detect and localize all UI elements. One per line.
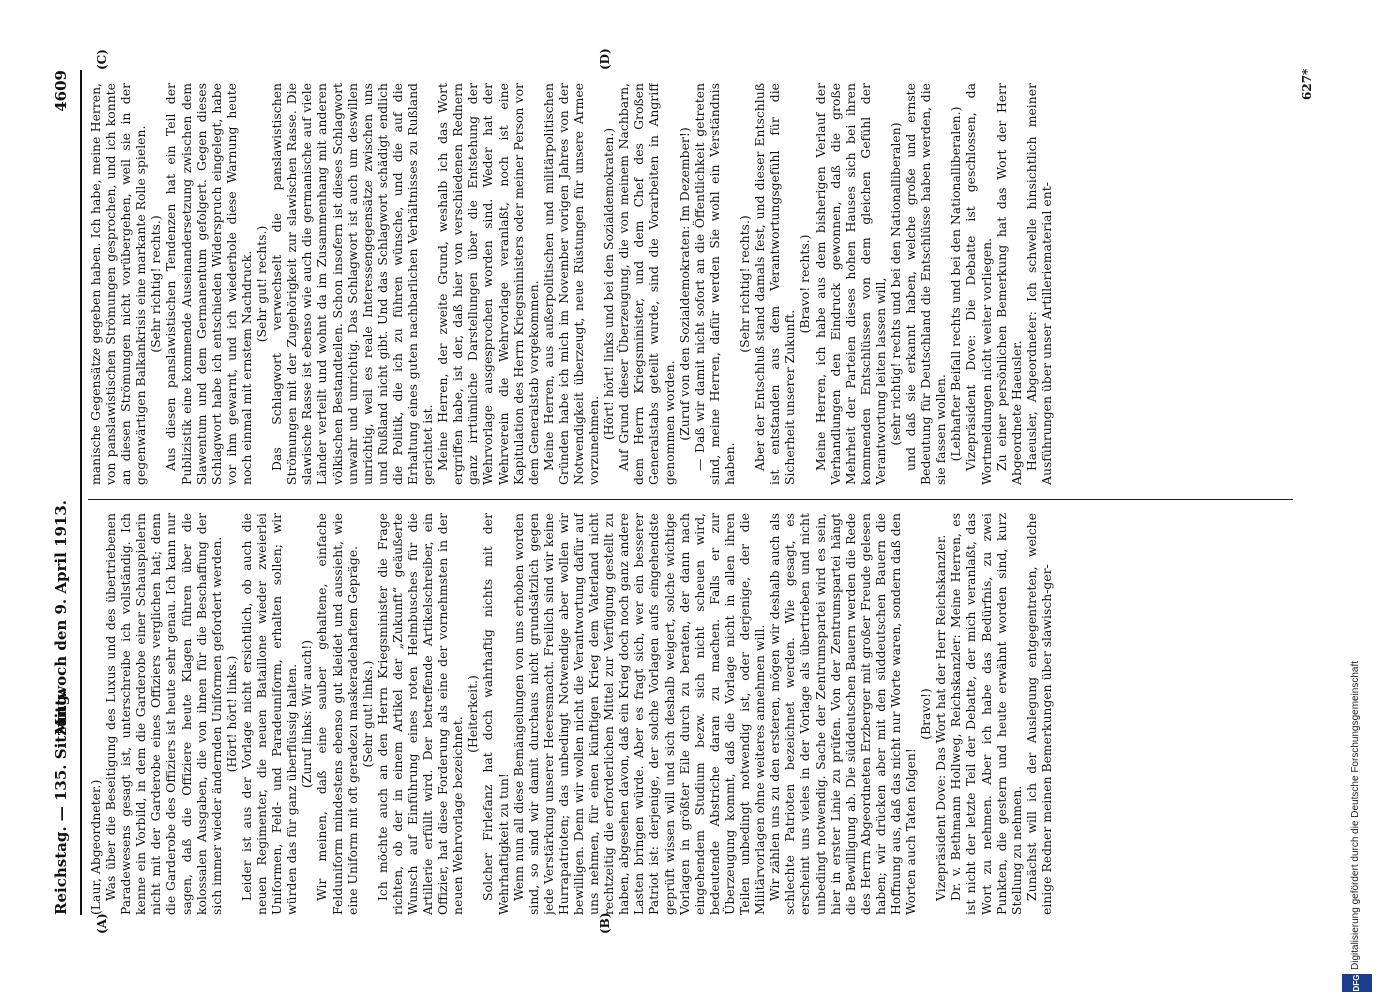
- paragraph: Zunächst will ich der Auslegung entgegentreten, welche einige Redner meinen Bemerkungen über slawisch-ger-: [1023, 513, 1054, 915]
- header-left: Reichstag. — 135. Sitzung.: [52, 689, 70, 915]
- paragraph: und daß sie erkannt haben, welche große und ernste Bedeutung für Deutschland die Entschlüsse haben werden, die sie fassen wollen.: [903, 83, 949, 485]
- header-center: Mittwoch den 9. April 1913.: [52, 500, 70, 735]
- interjection: (Sehr richtig! rechts.): [737, 215, 753, 353]
- interjection: (Sehr gut! rechts.): [254, 225, 270, 343]
- paragraph: Meine Herren, ich habe aus dem bisherigen Verlauf der Verhandlungen den Eindruck gewonnen, daß die große Mehrheit der Parteien dieses hohen Hauses sich bei ihren kommenden Entschlüssen von dem gleichen Gefühl der Verantwortung leiten lassen will,: [812, 83, 888, 485]
- speaker-note: (Laur, Abgeordneter.): [88, 779, 103, 915]
- margin-marker-c: (C): [95, 49, 109, 70]
- paragraph: Haeusler, Abgeordneter: Ich schwelle hinsichtlich meiner Ausführungen über unser Artilleriematerial ent-: [1023, 83, 1054, 485]
- margin-marker-d: (D): [598, 48, 612, 70]
- paragraph: Vizepräsident Dove: Die Debatte ist geschlossen, da Wortmeldungen nicht weiter vorliegen.: [963, 83, 994, 485]
- paragraph: Leider ist aus der Vorlage nicht ersichtlich, ob auch die neuen Regimenter, die neuen Bataillone wieder zweierlei Uniformen, Feld- und Paradeuniform, erhalten sollen; wir würden das für ganz überflüssig halten.: [238, 513, 300, 915]
- paragraph: Auf Grund dieser Überzeugung, die von meinem Nachbarn, dem Herrn Kriegsminister, und dem Chef des Großen Generalstabs geteilt wurde, sind die Vorarbeiten in Angriff genommen worden.: [616, 83, 677, 485]
- page-header: [52, 70, 82, 915]
- dfg-logo: DFG: [1342, 974, 1372, 992]
- interjection: (Lebhafter Beifall rechts und bei den Nationalliberalen.): [948, 106, 964, 462]
- interjection: (Zuruf von den Sozialdemokraten: Im Dezember!): [676, 127, 692, 441]
- paragraph: Vizepräsident Dove: Das Wort hat der Herr Reichskanzler.: [933, 534, 949, 901]
- paragraph: Meine Herren, aus außerpolitischen und militärpolitischen Gründen habe ich mich im November vorigen Jahres von der Notwendigkeit überzeugt, neue Rüstungen für unsere Armee vorzunehmen.: [540, 83, 602, 485]
- column-divider: [88, 499, 1293, 500]
- paragraph: Was über die Beseitigung des Luxus und des übertriebenen Paradewesens gesagt ist, unterschreibe ich vollständig. Ich kenne ein Vorbild, in dem die Garderobe einer Schauspielerin nicht mit der Garderobe eines Offiziers verglichen hat; denn die Garderobe des Offiziers ist heute sehr genau. Ich kann nur sagen, daß die Offiziere heute Klagen führen über die kolossalen Ausgaben, die von ihnen für die Beschaffung der sich immer wieder ändernden Uniformen gefordert werden.: [103, 513, 224, 915]
- paragraph: Wir meinen, daß eine sauber gehaltene, einfache Felduniform mindestens ebenso gut kleidet und aussieht, wie eine Uniform mit oft geradezu maskeradehaftem Gepräge.: [314, 513, 360, 915]
- margin-marker-a: (A): [95, 913, 109, 934]
- paragraph: Zu einer persönlichen Bemerkung hat das Wort der Herr Abgeordnete Haeusler.: [993, 83, 1024, 485]
- interjection: (Bravo! rechts.): [797, 234, 813, 334]
- interjection: (Heiterkeit.): [465, 675, 481, 753]
- paragraph: manische Gegensätze gegeben haben. Ich habe, meine Herren, von panslawistischen Strömungen gesprochen, und ich konnte an diesen Strömungen nicht vorübergehen, weil sie in der gegenwärtigen Balkankrisis eine markante Rolle spielen.: [88, 83, 149, 485]
- paragraph: Das Schlagwort verwechselt die panslawistischen Strömungen mit der Zugehörigkeit zur slawischen Rasse. Die slawische Rasse ist ebenso wie auch die germanische auf viele Länder verteilt und wohnt da im Zusammenhang mit anderen völkischen Bestandteilen. Schon insofern ist dieses Schlagwort unwahr und unrichtig. Das Schlagwort ist auch um deswillen unrichtig, weil es reale Interessengegensätze zwischen uns und Rußland nicht gibt. Und das Schlagwort schädigt endlich die Politik, die ich zu führen wünsche, und die auf die Erhaltung eines guten nachbarlichen Verhältnisses zu Rußland gerichtet ist.: [269, 83, 436, 485]
- digitization-credit: Digitalisierung gefördert durch die Deutsche Forschungsgemeinschaft: [1350, 660, 1361, 970]
- page-number: 4609: [52, 70, 70, 112]
- interjection: (Hört! hört! links und bei den Sozialdemokraten.): [601, 127, 617, 441]
- interjection: (Bravo!): [918, 688, 934, 740]
- paragraph: — Daß wir damit nicht sofort an die Öffentlichkeit getreten sind, meine Herren, dafür werden Sie wohl ein Verständnis haben.: [691, 83, 737, 485]
- header-rule: [80, 70, 82, 915]
- paragraph: Wir zählen uns zu den ersteren, mögen wir deshalb auch als schlechte Patrioten bezeichnet werden. Wie gesagt, es erscheint uns vieles in der Vorlage als übertrieben und nicht unbedingt notwendig. Sache der Zentrumspartei wird es sein, hier in erster Linie zu prüfen. Von der Zentrumspartei hängt die Bewilligung ab. Die süddeutschen Bauern werden die Rede des Herrn Abgeordneten Erzberger mit großer Freude gelesen haben; wir drücken aber mit den süddeutschen Bauern die Hoffnung aus, daß das nicht nur Worte waren, sondern daß den Worten auch Taten folgen!: [767, 513, 919, 915]
- interjection: (Zuruf links: Wir auch!): [299, 639, 315, 789]
- margin-marker-b: (B): [598, 912, 612, 934]
- interjection: (sehr richtig! rechts und bei den Nationalliberalen): [887, 122, 903, 446]
- paragraph: Solcher Firlefanz hat doch wahrhaftig nichts mit der Wehrhaftigkeit zu tun!: [480, 513, 511, 915]
- interjection: (Sehr gut! links.): [359, 660, 375, 768]
- paragraph: Aus diesen panslawistischen Tendenzen hat ein Teil der Publizistik eine kommende Auseinandersetzung zwischen dem Slawentum und dem Germanentum gefolgert. Gegen dieses Schlagwort habe ich entschieden Widerspruch eingelegt, habe vor ihm gewarnt, und ich wiederhole diese Warnung heute noch einmal mit ernstem Nachdruck.: [163, 83, 254, 485]
- paragraph: Aber der Entschluß stand damals fest, und dieser Entschluß ist entstanden aus dem Verantwortungsgefühl für die Sicherheit unserer Zukunft.: [752, 83, 798, 485]
- page-footer-mark: 627*: [1300, 68, 1314, 100]
- left-column: [88, 513, 1295, 915]
- interjection: (Sehr richtig! rechts.): [148, 215, 164, 353]
- interjection: (Hört! hört! links.): [223, 655, 239, 773]
- right-column: [88, 83, 1295, 485]
- paragraph: Meine Herren, der zweite Grund, weshalb ich das Wort ergriffen habe, ist der, daß hier von verschiedenen Rednern ganz irrtümliche Darstellungen über die Entstehung der Wehrvorlage ausgesprochen worden sind. Weder hat der Wehrverein die Wehrvorlage veranlaßt, noch ist eine Kapitulation des Herrn Kriegsministers oder meiner Person vor dem Generalstab vorgekommen.: [435, 83, 541, 485]
- paragraph: Dr. v. Bethmann Hollweg, Reichskanzler: Meine Herren, es ist nicht der letzte Teil der Debatte, der mich veranlaßt, das Wort zu nehmen. Aber ich habe das Bedürfnis, zu zwei Punkten, die gestern und heute erwähnt worden sind, kurz Stellung zu nehmen.: [948, 513, 1024, 915]
- paragraph: Ich möchte auch an den Herrn Kriegsminister die Frage richten, ob der in einem Artikel der „Zukunft“ geäußerte Wunsch auf Einführung eines roten Helmbusches für die Artillerie erfüllt wird. Der betreffende Artikelschreiber, ein Offizier, hat diese Forderung als eine der vornehmsten in der neuen Wehrvorlage bezeichnet.: [374, 513, 466, 915]
- paragraph: Wenn nun all diese Bemängelungen von uns erhoben worden sind, so sind wir damit durchaus nicht grundsätzlich gegen jede Verstärkung unserer Heeresmacht. Freilich sind wir keine Hurrapatrioten; das unbedingt Notwendige aber wollen wir bewilligen. Denn wir wollen nicht die Verantwortung dafür auf uns nehmen, für einen künftigen Krieg dem Vaterland nicht rechtzeitig die erforderlichen Mittel zur Verfügung gestellt zu haben, abgesehen davon, daß ein Krieg doch noch ganz andere Lasten bringen würde. Aber es fragt sich, wer ein besserer Patriot ist: derjenige, der solche Vorlagen aufs eingehendste geprüft wissen will und sich deshalb weigert, solche wichtige Vorlagen in größter Eile durch zu beraten, der dann nach eingehendem Studium bezw. sich nicht scheuen wird, bedeutende Abstriche daran zu machen. Falls er zur Überzeugung kommt, daß die Vorlage nicht in allen ihren Teilen unbedingt notwendig ist, oder derjenige, der die Militärvorlagen ohne weiteres annehmen will.: [510, 513, 768, 915]
